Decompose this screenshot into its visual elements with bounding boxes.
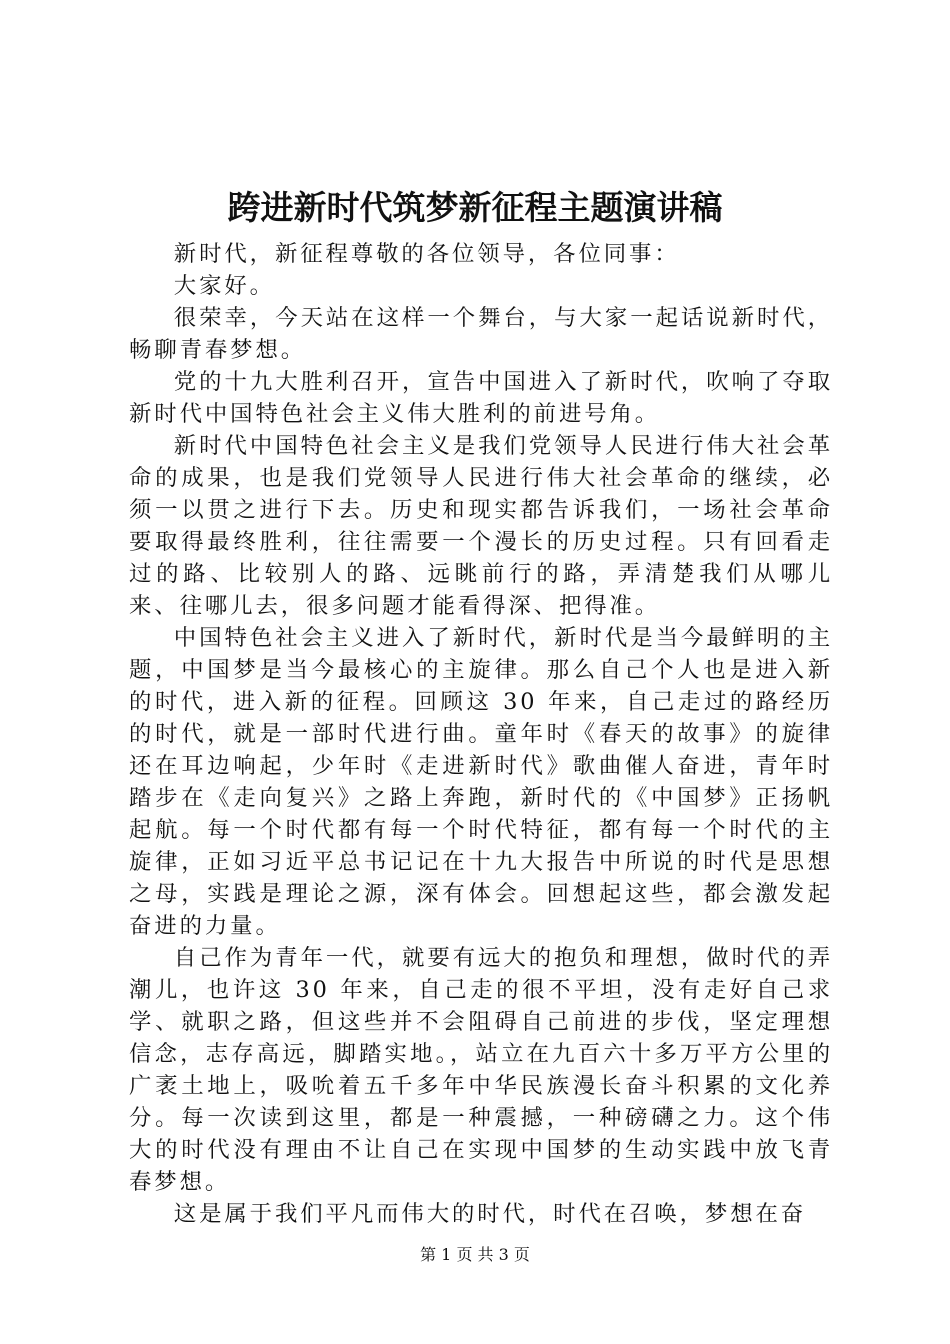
paragraph: 新时代中国特色社会主义是我们党领导人民进行伟大社会革命的成果，也是我们党领导人民进行伟大社会革命的继续，必须一以贯之进行下去。历史和现实都告诉我们，一场社会革命要取得最终胜利，往往需要一个漫长的历史过程。只有回看走过的路、比较别人的路、远眺前行的路，弄清楚我们从哪儿来、往哪儿去，很多问题才能看得深、把得准。: [129, 433, 833, 619]
paragraph: 中国特色社会主义进入了新时代，新时代是当今最鲜明的主题，中国梦是当今最核心的主旋律。那么自己个人也是进入新的时代，进入新的征程。回顾这 30 年来，自己走过的路经历的时代，就是一部时代进行曲。童年时《春天的故事》的旋律还在耳边响起，少年时《走进新时代》歌曲催人奋进，青年时踏步在《走向复兴》之路上奔跑，新时代的《中国梦》正扬帆起航。每一个时代都有每一个时代特征，都有每一个时代的主旋律，正如习近平总书记记在十九大报告中所说的时代是思想之母，实践是理论之源，深有体会。回想起这些，都会激发起奋进的力量。: [129, 625, 833, 939]
document-body: [129, 238, 833, 1230]
paragraph: 这是属于我们平凡而伟大的时代，时代在召唤，梦想在奋: [173, 1201, 807, 1227]
paragraph: 自己作为青年一代，就要有远大的抱负和理想，做时代的弄潮儿，也许这 30 年来，自己走的很不平坦，没有走好自己求学、就职之路，但这些并不会阻碍自己前进的步伐，坚定理想信念，志存高远，脚踏实地。，站立在九百六十多万平方公里的广袤土地上，吸吮着五千多年中华民族漫长奋斗积累的文化养分。每一次读到这里，都是一种震撼，一种磅礴之力。这个伟大的时代没有理由不让自己在实现中国梦的生动实践中放飞青春梦想。: [129, 945, 833, 1195]
document-title: 跨进新时代筑梦新征程主题演讲稿: [227, 188, 723, 227]
paragraph-salutation: 新时代，新征程尊敬的各位领导，各位同事：: [173, 241, 680, 267]
paragraph-greeting: 大家好。: [173, 273, 275, 299]
paragraph: 很荣幸，今天站在这样一个舞台，与大家一起话说新时代，畅聊青春梦想。: [129, 305, 833, 363]
paragraph: 党的十九大胜利召开，宣告中国进入了新时代，吹响了夺取新时代中国特色社会主义伟大胜利的前进号角。: [129, 369, 833, 427]
page-number-footer: 第 1 页 共 3 页: [420, 1245, 530, 1264]
